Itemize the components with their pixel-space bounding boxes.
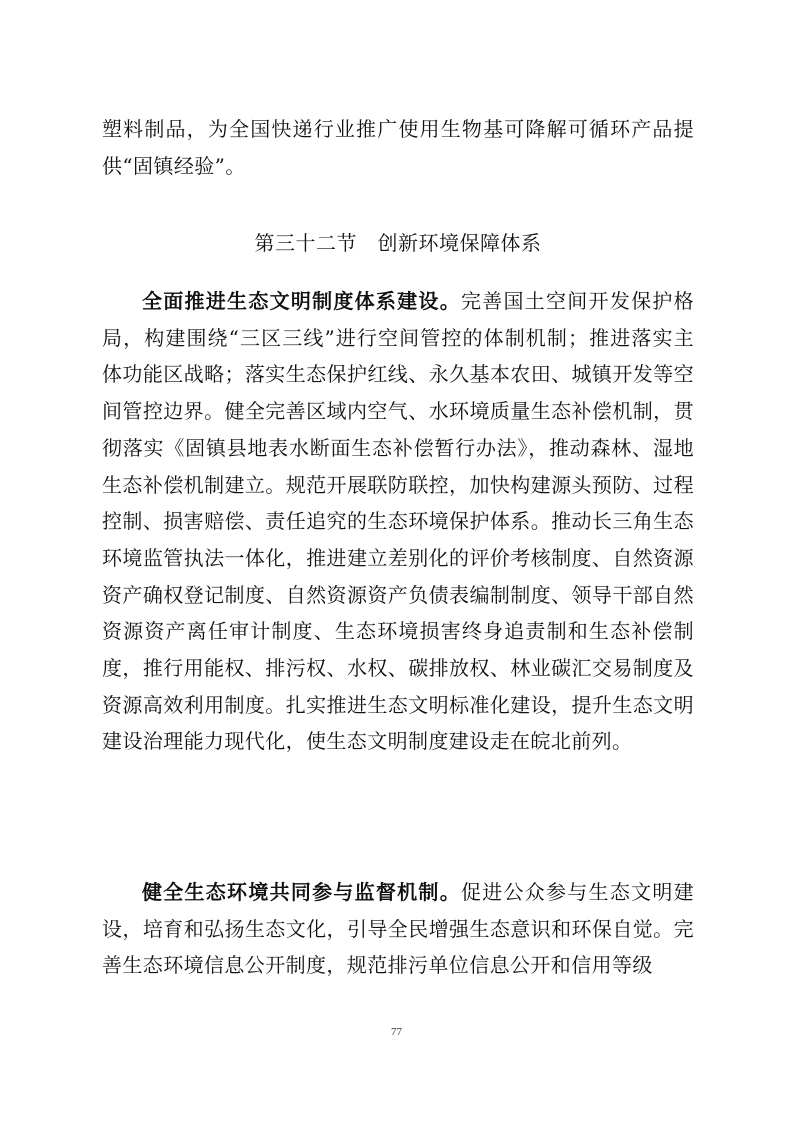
continuation-paragraph: 塑料制品，为全国快递行业推广使用生物基可降解可循环产品提供“固镇经验”。 xyxy=(102,117,694,178)
section-heading: 第三十二节 创新环境保障体系 xyxy=(254,231,542,255)
paragraph-body: 促进公众参与生态文明建设，培育和弘扬生态文化，引导全民增强生态意识和环保自觉。完善生态环境信息公开制度，规范排污单位信息公开和信用等级 xyxy=(102,880,695,978)
paragraph-body: 完善国土空间开发保护格局，构建围绕“三区三线”进行空间管控的体制机制；推进落实主体功能区战略；落实生态保护红线、永久基本农田、城镇开发等空间管控边界。健全完善区域内空气、水环境质量生态补偿机制，贯彻落实《固镇县地表水断面生态补偿暂行办法》，推动森林、湿地生态补偿机制建立。规范开展联防联控，加快构建源头预防、过程控制、损害赔偿、责任追究的生态环境保护体系。推动长三角生态环境监管执法一体化，推进建立差别化的评价考核制度、自然资源资产确权登记制度、自然资源资产负债表编制制度、领导干部自然资源资产离任审计制度、生态环境损害终身追责制和生态补偿制度，推行用能权、排污权、水权、碳排放权、林业碳汇交易制度及资源高效利用制度。扎实推进生态文明标准化建设，提升生态文明建设治理能力现代化，使生态文明制度建设走在皖北前列。 xyxy=(102,289,695,754)
paragraph-lead: 全面推进生态文明制度体系建设。 xyxy=(142,289,461,313)
paragraph-public-supervision xyxy=(102,874,694,984)
page-number: 77 xyxy=(391,1026,402,1038)
paragraph-lead: 健全生态环境共同参与监督机制。 xyxy=(142,880,461,904)
paragraph-eco-civilization-system xyxy=(102,283,694,760)
